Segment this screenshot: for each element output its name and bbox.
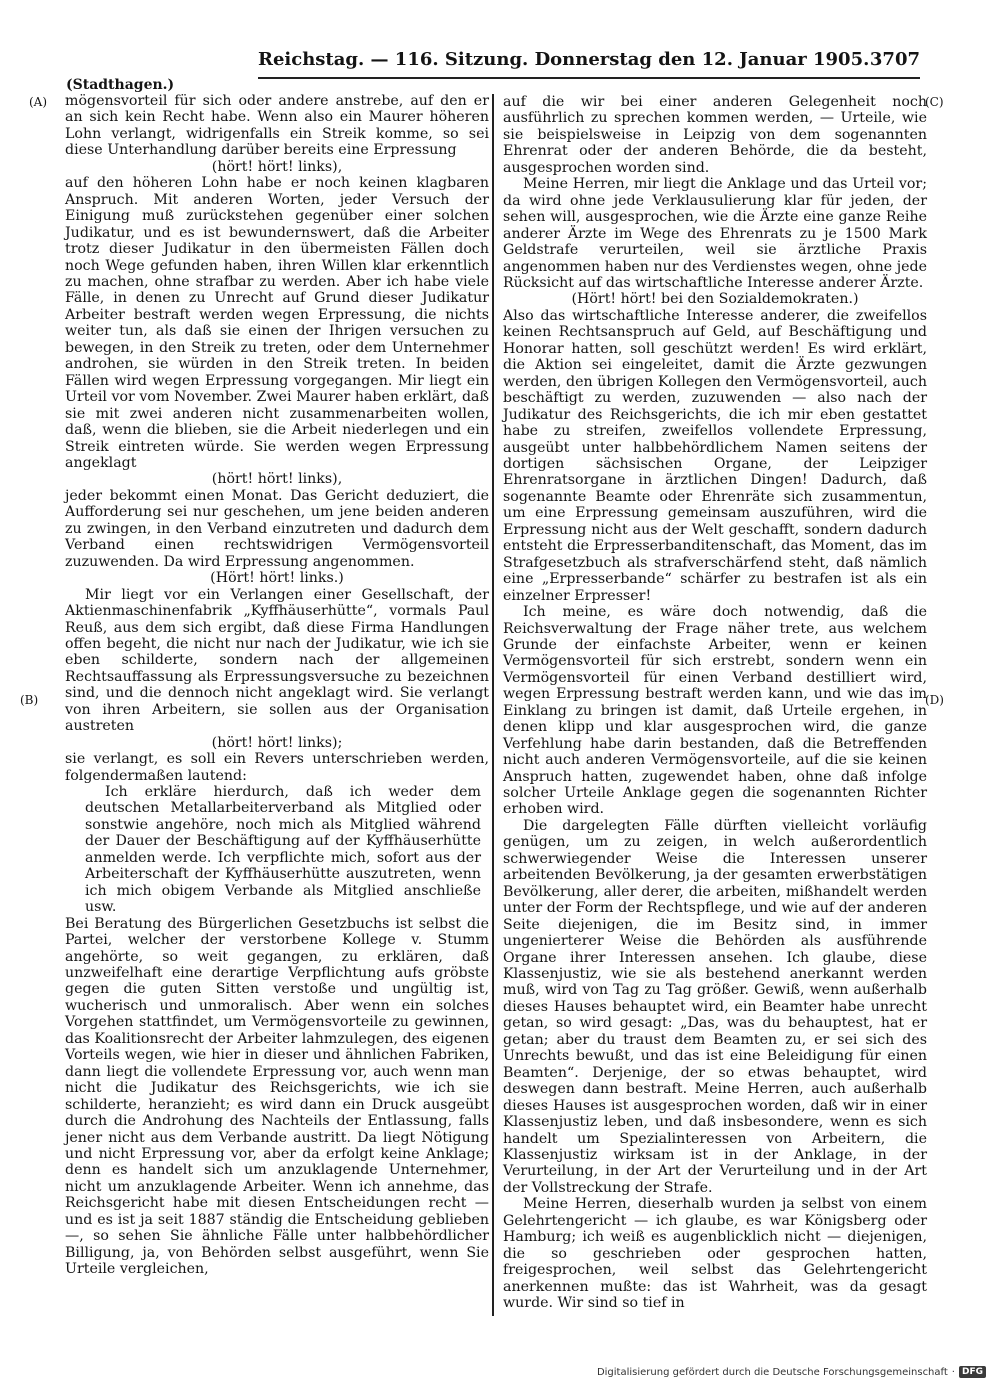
page-header xyxy=(258,49,920,79)
interjection: (hört! hört! links), xyxy=(211,471,343,488)
interjection: (Hört! hört! bei den Sozialdemokraten.) xyxy=(571,291,859,308)
paragraph: Die dargelegten Fälle dürften vielleicht vorläufig genügen, um zu zeigen, in welch außerordentlich schwerwiegender Weise die Interessen unserer arbeitenden Bevölkerung, ja der gesamten erwerbstätigen Bevölkerung, aller derer, die arbeiten, mißhandelt werden unter der Form der Rechtspflege, und wie auf der anderen Seite diejenigen, die im Besitz sind, in immer ungenierterer Weise die Behörden als ausführende Organe ihrer Interessen ansehen. Ich glaube, diese Klassenjustiz, wie sie als bestehend anerkannt werden muß, wird von Tag zu Tag größer. Gewiß, wenn außerhalb dieses Hauses behauptet wird, ein Beamter habe unrecht getan, so wird gesagt: „Das, was du behauptest, hat er getan; aber du traust dem Beamten zu, er sei sich des Unrechts bewußt, und das ist eine Beleidigung für einen Beamten“. Derjenige, der so etwas behauptet, wird deswegen dann bestraft. Meine Herren, auch außerhalb dieses Hauses ist ausgesprochen worden, daß wir in einer Klassenjustiz leben, und daß insbesondere, wenn es sich handelt um Spezialinteressen von Arbeitern, die Klassenjustiz wirksam ist in der Anklage, in der Verurteilung, in der Art der Verurteilung und in der Art der Vollstreckung der Strafe. xyxy=(503,817,927,1196)
paragraph: Meine Herren, dieserhalb wurden ja selbst von einem Gelehrtengericht — ich glaube, es war Königsberg oder Hamburg; ich weiß es augenblicklich nicht — diejenigen, die so geschrieben oder gesprochen hatten, freigesprochen, weil selbst das Gelehrtengericht anerkennen mußte: das ist Wahrheit, was da gesagt wurde. Wir sind so tief in xyxy=(503,1196,927,1312)
margin-marker-a: (A) xyxy=(29,95,48,109)
right-column xyxy=(503,94,927,1312)
interjection: (Hört! hört! links.) xyxy=(210,570,344,587)
paragraph: mögensvorteil für sich oder andere anstrebe, auf den er an sich kein Recht habe. Wenn also ein Maurer höheren Lohn verlangt, widrigenfalls ein Streik komme, so sei diese Unterhandlung darüber bereits eine Erpressung xyxy=(65,93,489,159)
speaker-name: (Stadthagen.) xyxy=(66,77,175,93)
paragraph: Mir liegt vor ein Verlangen einer Gesellschaft, der Aktienmaschinenfabrik „Kyffhäuserhütte“, vormals Paul Reuß, aus dem sich ergibt, daß diese Firma Handlungen offen begeht, die nicht nur nach der Judikatur, wie ich sie eben schilderte, sondern nach der allgemeinen Rechtsauffassung als Erpressungsversuche zu bezeichnen sind, und die dennoch nicht angeklagt wird. Sie verlangt von ihren Arbeitern, sie sollen aus der Organisation austreten xyxy=(65,586,489,735)
dfg-logo-icon: DFG xyxy=(959,1366,986,1378)
page-number: 3707 xyxy=(869,49,920,70)
left-column xyxy=(65,93,489,1278)
footer-text: Digitalisierung gefördert durch die Deutsche Forschungsgemeinschaft xyxy=(596,1366,948,1378)
paragraph: Meine Herren, mir liegt die Anklage und das Urteil vor; da wird ohne jede Verklausulierung klar für jeden, der sehen will, ausgesprochen, wie die Ärzte eine ganze Reihe anderer Ärzte im Wege des Ehrenrats zu je 1500 Mark Geldstrafe verurteilen, weil sie ärztliche Praxis angenommen haben nur des Verdienstes wegen, ohne jede Rücksicht auf das wirtschaftliche Interesse anderer Ärzte. xyxy=(503,176,927,291)
paragraph: sie verlangt, es soll ein Revers unterschrieben werden, folgendermaßen lautend: xyxy=(65,751,489,784)
column-divider xyxy=(492,94,494,1316)
paragraph: auf die wir bei einer anderen Gelegenheit noch ausführlich zu sprechen kommen werden, — Urteile, wie sie beispielsweise in Leipzig von dem sogenannten Ehrenrat oder der anderen Behörde, die da besteht, ausgesprochen worden sind. xyxy=(503,94,927,176)
interjection: (hört! hört! links); xyxy=(211,734,343,751)
quoted-revers: Ich erkläre hierdurch, daß ich weder dem deutschen Metallarbeiterverband als Mitglied oder sonstwie angehöre, noch mich als Mitglied während der Dauer der Beschäftigung auf der Kyffhäuserhütte anmelden werde. Ich verpflichte mich, sofort aus der Arbeiterschaft der Kyffhäuserhütte auszutreten, wenn ich mich obigem Verbande als Mitglied anschließe usw. xyxy=(85,784,481,916)
header-title: Reichstag. — 116. Sitzung. Donnerstag den 12. Januar 1905. xyxy=(258,49,870,70)
paragraph: Ich meine, es wäre doch notwendig, daß die Reichsverwaltung der Frage näher trete, aus welchem Grunde der einfachste Arbeiter, wenn er keinen Vermögensvorteil für sich erstrebt, sondern wenn ein Vermögensvorteil für einen Verband destilliert wird, wegen Erpressung bestraft werden kann, und wie das im Einklang zu bringen ist damit, daß Urteile ergehen, in denen klipp und klar ausgesprochen wird, die ganze Verfehlung habe darin bestanden, daß die Betreffenden nicht auch anderen Vermögensvorteile, auf die sie keinen Anspruch hatten, zugewendet haben, ohne daß infolge solcher Urteile Anklage gegen die sogenannten Richter erhoben wird. xyxy=(503,604,927,818)
paragraph: auf den höheren Lohn habe er noch keinen klagbaren Anspruch. Mit anderen Worten, jeder Versuch der Einigung muß zurückstehen gegenüber einer solchen Judikatur, und es ist bewundernswert, daß die Arbeiter trotz dieser Judikatur in den übermeisten Fällen doch noch Wege gefunden haben, ihren Willen klar erkenntlich zu machen, ohne strafbar zu werden. Aber ich habe viele Fälle, in denen zu Unrecht auf Grund dieser Judikatur Arbeiter bestraft werden wegen Erpressung, die nichts weiter tun, als daß sie einen der Ihrigen versuchen zu bewegen, in den Streik zu treten, oder dem Unternehmer androhen, sie würden in den Streik treten. In beiden Fällen wird wegen Erpressung vorgegangen. Mir liegt ein Urteil vor vom November. Zwei Maurer haben erklärt, daß sie mit zwei anderen nicht zusammenarbeiten wollen, daß, wenn die blieben, sie die Arbeit niederlegen und ein Streik eintreten würde. Sie werden wegen Erpressung angeklagt xyxy=(65,175,489,471)
paragraph: jeder bekommt einen Monat. Das Gericht deduziert, die Aufforderung sei nur geschehen, um jene beiden anderen zu zwingen, in den Verband einzutreten und dadurch dem Verband einen rechtswidrigen Vermögensvorteil zuzuwenden. Da wird Erpressung angenommen. xyxy=(65,487,489,570)
margin-marker-b: (B) xyxy=(20,693,39,707)
paragraph: Bei Beratung des Bürgerlichen Gesetzbuchs ist selbst die Partei, welcher der verstorbene Kollege v. Stumm angehörte, so weit gegangen, zu erklären, daß unzweifelhaft eine derartige Verpflichtung aufs gröbste gegen die guten Sitten verstoße und ungültig ist, wucherisch und unmoralisch. Aber wenn ein solches Vorgehen stattfindet, um Vermögensvorteile zu gewinnen, das Koalitionsrecht der Arbeiter lahmzulegen, des eigenen Vorteils wegen, wie hier in dieser und ähnlichen Fabriken, dann liegt die vollendete Erpressung vor, auch wenn man nicht die Judikatur des Reichsgerichts, wie ich sie schilderte, heranzieht; es wird dann ein Druck ausgeübt durch die Androhung des Nachteils der Entlassung, falls jener nicht aus dem Verbande austritt. Da liegt Nötigung und nicht Erpressung vor, aber da erfolgt keine Anklage; denn es handelt sich um anzuklagende Unternehmer, nicht um anzuklagende Arbeiter. Wenn ich annehme, das Reichsgericht habe mit diesen Entscheidungen recht — und es ist ja seit 1887 ständig die Entscheidung geblieben —, so sehen Sie ähnliche Fälle unter halbbehördlicher Billigung, ja, von Behörden selbst ausgeführt, wenn Sie Urteile vergleichen, xyxy=(65,915,489,1278)
paragraph: Also das wirtschaftliche Interesse anderer, die zweifellos keinen Rechtsanspruch auf Geld, auf Beschäftigung und Honorar hatten, soll geschützt werden! Es wird erklärt, die Aktion sei eingeleitet, damit die Ärzte gezwungen werden, den übrigen Kollegen den Vermögensvorteil, auch beschäftigt zu werden, zuzuwenden — also nach der Judikatur des Reichsgerichts, die ich mir eben gestattet habe zu streifen, zweifellos vollendete Erpressung, ausgeübt unter halbbehördlichem Namen seitens der dortigen sächsischen Organe, der Leipziger Ehrenratsorgane in ärztlichen Dingen! Dadurch, daß sogenannte Beamte oder Ehrenräte sich zusammentun, um eine Erpressung gemeinsam auszuführen, wird die Erpressung nicht aus der Welt geschafft, sondern dadurch entsteht die Erpresserbanditenschaft, das Moment, das im Strafgesetzbuch als strafverschärfend steht, daß nämlich eine „Erpresserbande“ schärfer zu bestrafen ist als ein einzelner Erpresser! xyxy=(503,307,927,604)
margin-marker-d: (D) xyxy=(925,693,944,707)
margin-marker-c: (C) xyxy=(925,95,944,109)
footer-credit: Digitalisierung gefördert durch die Deutsche Forschungsgemeinschaft · DFG xyxy=(597,1366,986,1378)
interjection: (hört! hört! links), xyxy=(211,158,343,175)
